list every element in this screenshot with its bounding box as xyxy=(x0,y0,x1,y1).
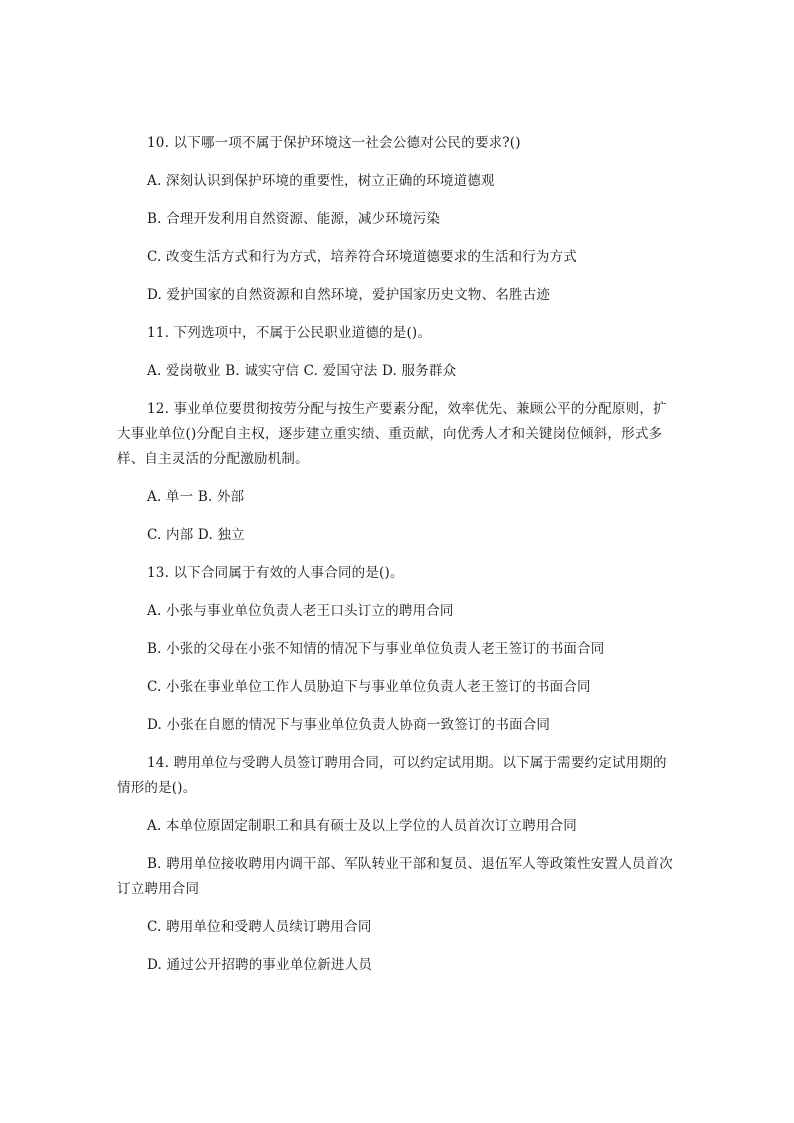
q14-option-d: D. 通过公开招聘的事业单位新进人员 xyxy=(147,957,373,973)
q12-options-ab: A. 单一 B. 外部 xyxy=(147,489,245,505)
question-12: 12. 事业单位要贯彻按劳分配与按生产要素分配，效率优先、兼顾公平的分配原则，扩大事业单位()分配自主权，逐步建立重实绩、重贡献，向优秀人才和关键岗位倾斜，形式多样、自主灵活的分配激励机制。 xyxy=(117,401,667,467)
q14-option-a: A. 本单位原固定制职工和具有硕士及以上学位的人员首次订立聘用合同 xyxy=(147,818,577,834)
q11-options: A. 爱岗敬业 B. 诚实守信 C. 爱国守法 D. 服务群众 xyxy=(147,363,457,379)
q14-option-b: B. 聘用单位接收聘用内调干部、军队转业干部和复员、退伍军人等政策性安置人员首次订立聘用合同 xyxy=(117,856,674,897)
q10-option-a: A. 深刻认识到保护环境的重要性，树立正确的环境道德观 xyxy=(147,173,495,189)
question-14: 14. 聘用单位与受聘人员签订聘用合同，可以约定试用期。以下属于需要约定试用期的情形的是()。 xyxy=(117,755,667,796)
q10-option-d: D. 爱护国家的自然资源和自然环境，爱护国家历史文物、名胜古迹 xyxy=(147,287,551,303)
question-11: 11. 下列选项中，不属于公民职业道德的是()。 xyxy=(147,325,432,341)
q14-option-c: C. 聘用单位和受聘人员续订聘用合同 xyxy=(147,919,372,935)
q12-options-cd: C. 内部 D. 独立 xyxy=(147,527,245,543)
question-13: 13. 以下合同属于有效的人事合同的是()。 xyxy=(147,565,404,581)
question-10: 10. 以下哪一项不属于保护环境这一社会公德对公民的要求?() xyxy=(147,135,521,151)
q13-option-c: C. 小张在事业单位工作人员胁迫下与事业单位负责人老王签订的书面合同 xyxy=(147,679,591,695)
q10-option-b: B. 合理开发利用自然资源、能源，减少环境污染 xyxy=(147,211,441,227)
document-body xyxy=(117,131,677,991)
q13-option-a: A. 小张与事业单位负责人老王口头订立的聘用合同 xyxy=(147,603,454,619)
q10-option-c: C. 改变生活方式和行为方式，培养符合环境道德要求的生活和行为方式 xyxy=(147,249,578,265)
q13-option-d: D. 小张在自愿的情况下与事业单位负责人协商一致签订的书面合同 xyxy=(147,717,551,733)
q13-option-b: B. 小张的父母在小张不知情的情况下与事业单位负责人老王签订的书面合同 xyxy=(147,641,605,657)
